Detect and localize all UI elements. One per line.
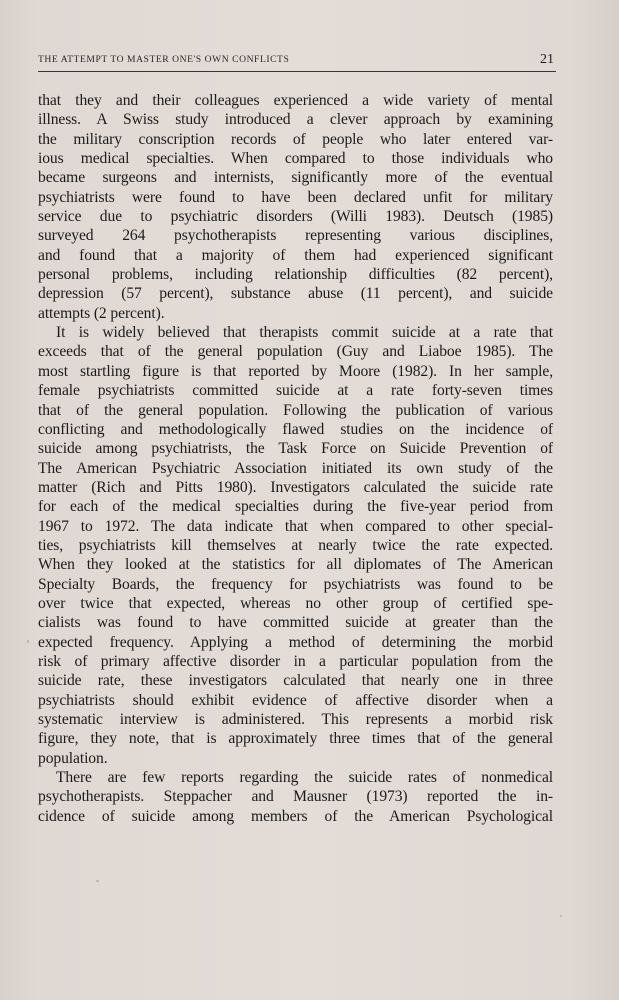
text-line: that they and their colleagues experienced a wide variety of mental <box>38 92 553 109</box>
page-number: 21 <box>540 52 554 67</box>
text-line: psychotherapists. Steppacher and Mausner (1973) reported the in- <box>38 788 553 806</box>
text-line: the military conscription records of people who later entered var- <box>38 130 553 148</box>
text-line: 1967 to 1972. The data indicate that when compared to other special- <box>38 517 553 535</box>
text-line: suicide rate, these investigators calculated that nearly one in three <box>38 672 553 690</box>
text-line: attempts (2 percent). <box>38 304 165 322</box>
running-title: THE ATTEMPT TO MASTER ONE'S OWN CONFLICTS <box>38 54 290 65</box>
text-line: figure, they note, that is approximately three times that of the general <box>38 730 553 748</box>
text-line: personal problems, including relationship difficulties (82 percent), <box>38 266 553 284</box>
text-line: and found that a majority of them had experienced significant <box>38 246 553 264</box>
text-line: psychiatrists were found to have been declared unfit for military <box>38 188 553 206</box>
text-line: Specialty Boards, the frequency for psychiatrists was found to be <box>38 575 553 593</box>
text-line: matter (Rich and Pitts 1980). Investigators calculated the suicide rate <box>38 478 553 496</box>
paper-speck <box>96 880 99 882</box>
text-line: ious medical specialties. When compared to those individuals who <box>38 150 553 168</box>
body-text <box>38 91 553 826</box>
text-line: population. <box>38 749 108 767</box>
text-line: surveyed 264 psychotherapists representing various disciplines, <box>38 227 553 245</box>
text-line: systematic interview is administered. This represents a morbid risk <box>38 711 553 728</box>
text-line: There are few reports regarding the suicide rates of nonmedical <box>56 769 553 787</box>
text-line: psychiatrists should exhibit evidence of affective disorder when a <box>38 691 553 709</box>
text-line: service due to psychiatric disorders (Willi 1983). Deutsch (1985) <box>38 208 553 226</box>
text-line: conflicting and methodologically flawed studies on the incidence of <box>38 420 553 438</box>
text-line: cidence of suicide among members of the American Psychological <box>38 807 553 825</box>
text-line: became surgeons and internists, significantly more of the eventual <box>38 169 553 187</box>
paper-speck <box>27 640 29 643</box>
text-line: The American Psychiatric Association initiated its own study of the <box>38 459 553 477</box>
text-line: female psychiatrists committed suicide at a rate forty-seven times <box>38 382 553 400</box>
text-line: exceeds that of the general population (Guy and Liaboe 1985). The <box>38 343 553 361</box>
text-line: risk of primary affective disorder in a particular population from the <box>38 652 553 670</box>
paper-speck <box>560 915 562 917</box>
text-line: When they looked at the statistics for all diplomates of The American <box>38 556 553 574</box>
text-line: cialists was found to have committed suicide at greater than the <box>38 614 553 632</box>
text-line: expected frequency. Applying a method of determining the morbid <box>38 633 553 651</box>
text-line: most startling figure is that reported by Moore (1982). In her sample, <box>38 362 553 380</box>
text-line: suicide among psychiatrists, the Task Force on Suicide Prevention of <box>38 440 553 458</box>
text-line: depression (57 percent), substance abuse (11 percent), and suicide <box>38 285 553 303</box>
text-line: for each of the medical specialties during the five-year period from <box>38 498 553 516</box>
text-line: It is widely believed that therapists commit suicide at a rate that <box>56 324 553 342</box>
text-line: that of the general population. Following the publication of various <box>38 401 553 419</box>
running-header <box>38 53 556 72</box>
text-line: over twice that expected, whereas no other group of certified spe- <box>38 594 553 612</box>
text-line: illness. A Swiss study introduced a clever approach by examining <box>38 111 553 129</box>
text-line: ties, psychiatrists kill themselves at nearly twice the rate expected. <box>38 536 553 554</box>
